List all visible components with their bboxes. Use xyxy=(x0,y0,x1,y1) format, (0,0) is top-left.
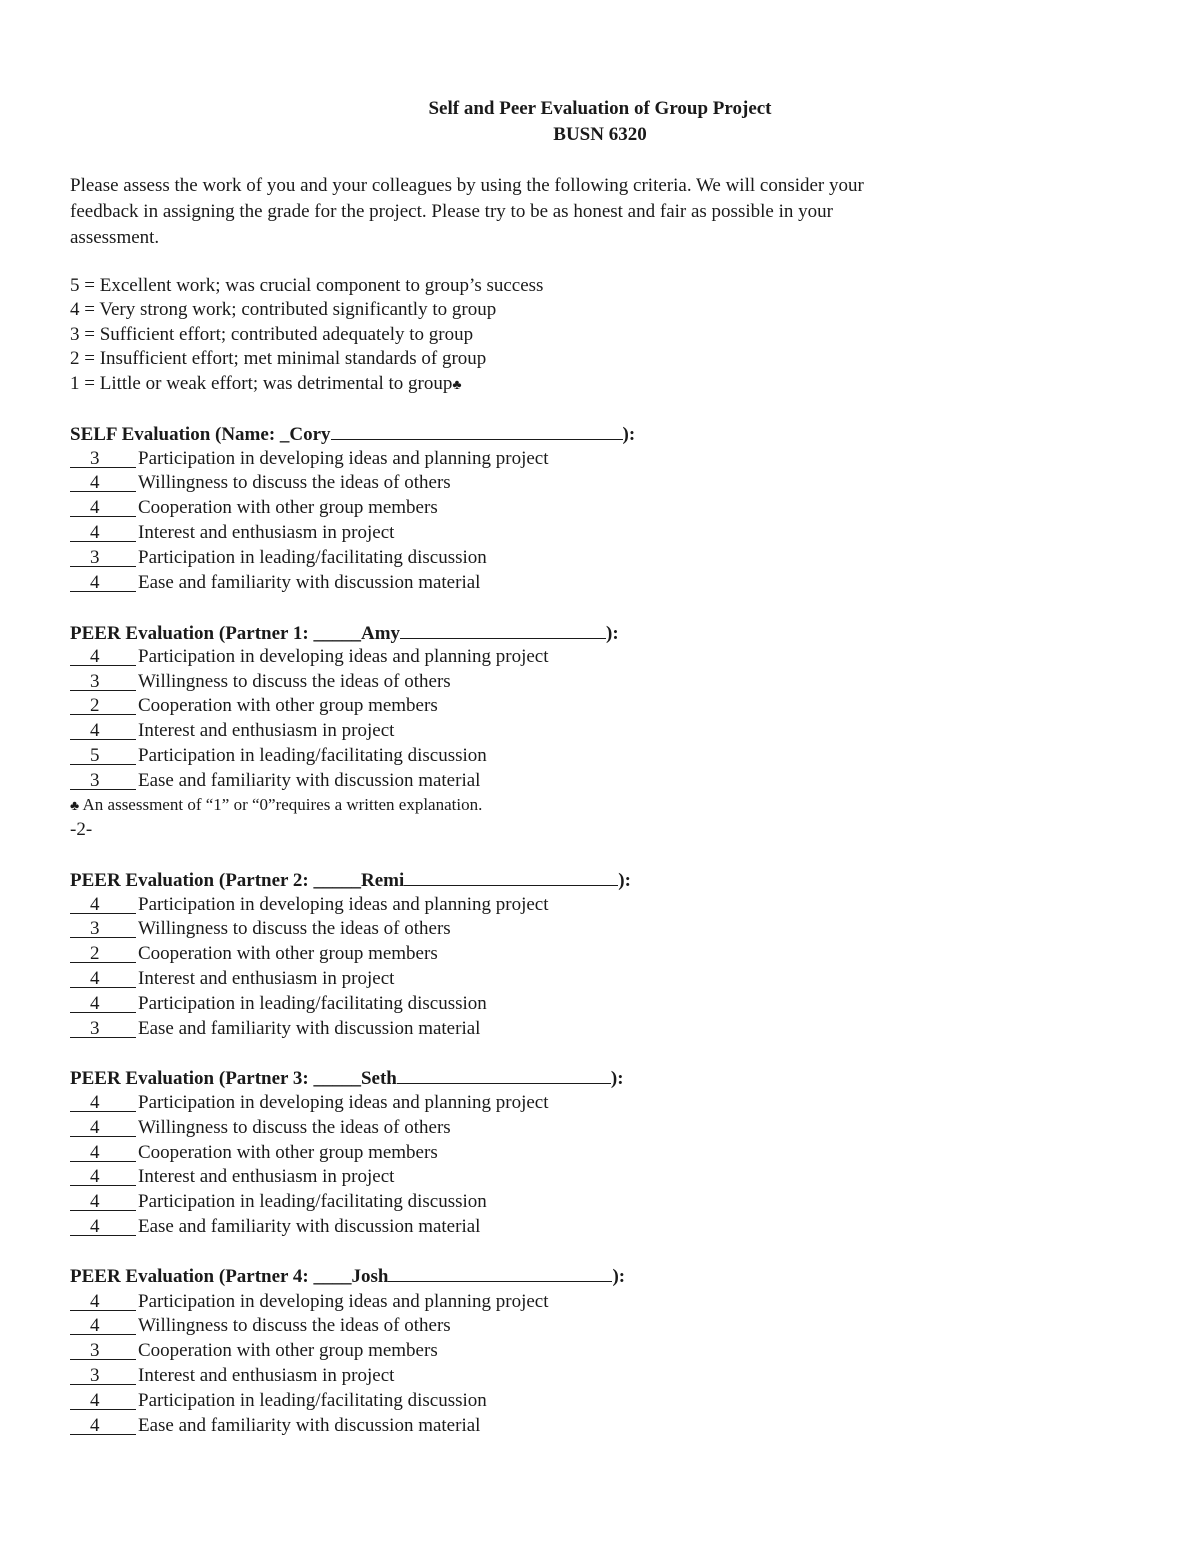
score-row xyxy=(70,744,487,768)
score-field[interactable]: 4 xyxy=(70,1091,138,1115)
section-label: PEER Evaluation (Partner 4: ____ xyxy=(70,1266,352,1287)
score-field[interactable]: 3 xyxy=(70,769,138,793)
peer-evaluation-2-heading xyxy=(70,868,631,893)
score-row xyxy=(70,1389,487,1413)
criterion-label: Ease and familiarity with discussion material xyxy=(138,1415,481,1436)
score-row xyxy=(70,447,549,471)
criterion-label: Cooperation with other group members xyxy=(138,695,438,716)
criterion-label: Willingness to discuss the ideas of others xyxy=(138,472,451,493)
criterion-label: Cooperation with other group members xyxy=(138,497,438,518)
score-row xyxy=(70,1091,549,1115)
section-name: Remi xyxy=(360,870,405,891)
score-row xyxy=(70,1165,394,1189)
score-row xyxy=(70,1017,480,1041)
peer-evaluation-3-heading xyxy=(70,1066,624,1091)
score-field[interactable]: 2 xyxy=(70,694,138,718)
criterion-label: Interest and enthusiasm in project xyxy=(138,968,395,989)
section-close: ): xyxy=(606,623,619,644)
score-field[interactable]: 3 xyxy=(70,1339,138,1363)
criterion-label: Participation in developing ideas and planning project xyxy=(138,646,549,667)
name-blank-line xyxy=(388,1264,612,1282)
score-field[interactable]: 4 xyxy=(70,893,138,917)
criterion-label: Willingness to discuss the ideas of others xyxy=(138,671,451,692)
score-row xyxy=(70,571,480,595)
section-close: ): xyxy=(612,1266,626,1287)
section-name: Seth xyxy=(360,1068,397,1089)
score-field[interactable]: 3 xyxy=(70,1017,138,1041)
criterion-label: Interest and enthusiasm in project xyxy=(138,720,395,741)
footnote xyxy=(70,793,482,819)
score-row xyxy=(70,496,438,520)
score-row xyxy=(70,1339,438,1363)
score-row xyxy=(70,471,451,495)
section-name: Amy xyxy=(360,623,401,644)
scale-item-1 xyxy=(70,372,462,398)
score-row xyxy=(70,1215,480,1239)
score-row xyxy=(70,694,438,718)
scale-item-3: 3 = Sufficient effort; contributed adequately to group xyxy=(70,324,474,345)
scale-item-1-text: 1 = Little or weak effort; was detrimental to group xyxy=(70,373,453,394)
score-field[interactable]: 4 xyxy=(70,1141,138,1165)
score-field[interactable]: 3 xyxy=(70,546,138,570)
criterion-label: Participation in leading/facilitating discussion xyxy=(138,993,487,1014)
criterion-label: Willingness to discuss the ideas of others xyxy=(138,918,451,939)
score-field[interactable]: 3 xyxy=(70,1364,138,1388)
score-field[interactable]: 4 xyxy=(70,645,138,669)
score-field[interactable]: 4 xyxy=(70,1290,138,1314)
criterion-label: Ease and familiarity with discussion material xyxy=(138,1216,481,1237)
name-blank-line xyxy=(404,868,618,886)
score-field[interactable]: 3 xyxy=(70,670,138,694)
peer-evaluation-4-heading xyxy=(70,1264,625,1289)
section-name: Josh xyxy=(351,1266,389,1287)
score-field[interactable]: 2 xyxy=(70,942,138,966)
score-field[interactable]: 3 xyxy=(70,917,138,941)
criterion-label: Interest and enthusiasm in project xyxy=(138,522,395,543)
course-code: BUSN 6320 xyxy=(553,124,647,145)
criterion-label: Participation in developing ideas and planning project xyxy=(138,1092,549,1113)
score-field[interactable]: 4 xyxy=(70,571,138,595)
score-field[interactable]: 4 xyxy=(70,1414,138,1438)
criterion-label: Participation in leading/facilitating discussion xyxy=(138,547,487,568)
criterion-label: Interest and enthusiasm in project xyxy=(138,1365,395,1386)
criterion-label: Participation in developing ideas and planning project xyxy=(138,448,549,469)
score-field[interactable]: 4 xyxy=(70,1215,138,1239)
club-icon: ♣ xyxy=(452,378,462,393)
name-blank-line xyxy=(400,621,606,639)
criterion-label: Willingness to discuss the ideas of others xyxy=(138,1315,451,1336)
score-field[interactable]: 4 xyxy=(70,1190,138,1214)
score-row xyxy=(70,670,451,694)
criterion-label: Willingness to discuss the ideas of others xyxy=(138,1117,451,1138)
score-row xyxy=(70,917,451,941)
scale-item-5: 5 = Excellent work; was crucial component to group’s success xyxy=(70,275,544,296)
score-field[interactable]: 4 xyxy=(70,719,138,743)
score-field[interactable]: 4 xyxy=(70,496,138,520)
scale-item-4: 4 = Very strong work; contributed significantly to group xyxy=(70,299,497,320)
criterion-label: Ease and familiarity with discussion material xyxy=(138,572,481,593)
score-row xyxy=(70,1190,487,1214)
score-row xyxy=(70,1364,394,1388)
scale-item-2: 2 = Insufficient effort; met minimal standards of group xyxy=(70,348,487,369)
score-row xyxy=(70,967,394,991)
score-field[interactable]: 3 xyxy=(70,447,138,471)
section-name: Cory xyxy=(289,424,331,445)
score-row xyxy=(70,645,549,669)
section-label: SELF Evaluation (Name: _ xyxy=(70,424,290,445)
score-field[interactable]: 4 xyxy=(70,1389,138,1413)
score-row xyxy=(70,942,438,966)
score-row xyxy=(70,719,394,743)
section-label: PEER Evaluation (Partner 3: _____ xyxy=(70,1068,361,1089)
score-row xyxy=(70,1141,438,1165)
self-evaluation-heading xyxy=(70,422,635,447)
score-field[interactable]: 4 xyxy=(70,1116,138,1140)
score-field[interactable]: 4 xyxy=(70,1314,138,1338)
score-row xyxy=(70,1116,451,1140)
score-field[interactable]: 4 xyxy=(70,1165,138,1189)
score-row xyxy=(70,1314,451,1338)
section-close: ): xyxy=(622,424,636,445)
score-row xyxy=(70,546,487,570)
criterion-label: Ease and familiarity with discussion material xyxy=(138,1018,481,1039)
score-field[interactable]: 5 xyxy=(70,744,138,768)
criterion-label: Cooperation with other group members xyxy=(138,943,438,964)
score-row xyxy=(70,1414,480,1438)
footnote-text: An assessment of “1” or “0”requires a written explanation. xyxy=(82,795,483,814)
score-row xyxy=(70,992,487,1016)
criterion-label: Participation in leading/facilitating discussion xyxy=(138,1191,487,1212)
score-row xyxy=(70,769,480,793)
criterion-label: Participation in developing ideas and planning project xyxy=(138,894,549,915)
score-field[interactable]: 4 xyxy=(70,967,138,991)
section-close: ): xyxy=(610,1068,624,1089)
score-row xyxy=(70,521,394,545)
name-blank-line xyxy=(331,422,623,440)
instructions-paragraph: Please assess the work of you and your colleagues by using the following criteria. We will consider your feedback in assigning the grade for the project. Please try to be as honest and fair as possible in your assessment. xyxy=(70,175,864,248)
criterion-label: Cooperation with other group members xyxy=(138,1142,438,1163)
name-blank-line xyxy=(397,1066,611,1084)
criterion-label: Participation in leading/facilitating discussion xyxy=(138,1390,487,1411)
criterion-label: Ease and familiarity with discussion material xyxy=(138,770,481,791)
criterion-label: Participation in developing ideas and planning project xyxy=(138,1291,549,1312)
score-field[interactable]: 4 xyxy=(70,471,138,495)
section-label: PEER Evaluation (Partner 2: _____ xyxy=(70,870,361,891)
score-field[interactable]: 4 xyxy=(70,992,138,1016)
criterion-label: Participation in leading/facilitating discussion xyxy=(138,745,487,766)
page-number: -2- xyxy=(70,819,93,840)
criterion-label: Cooperation with other group members xyxy=(138,1340,438,1361)
peer-evaluation-1-heading xyxy=(70,621,619,646)
section-close: ): xyxy=(618,870,631,891)
criterion-label: Interest and enthusiasm in project xyxy=(138,1166,395,1187)
score-field[interactable]: 4 xyxy=(70,521,138,545)
score-row xyxy=(70,1290,549,1314)
document-title: Self and Peer Evaluation of Group Project xyxy=(428,98,772,119)
club-icon: ♣ xyxy=(70,799,80,814)
score-row xyxy=(70,893,549,917)
section-label: PEER Evaluation (Partner 1: _____ xyxy=(70,623,361,644)
